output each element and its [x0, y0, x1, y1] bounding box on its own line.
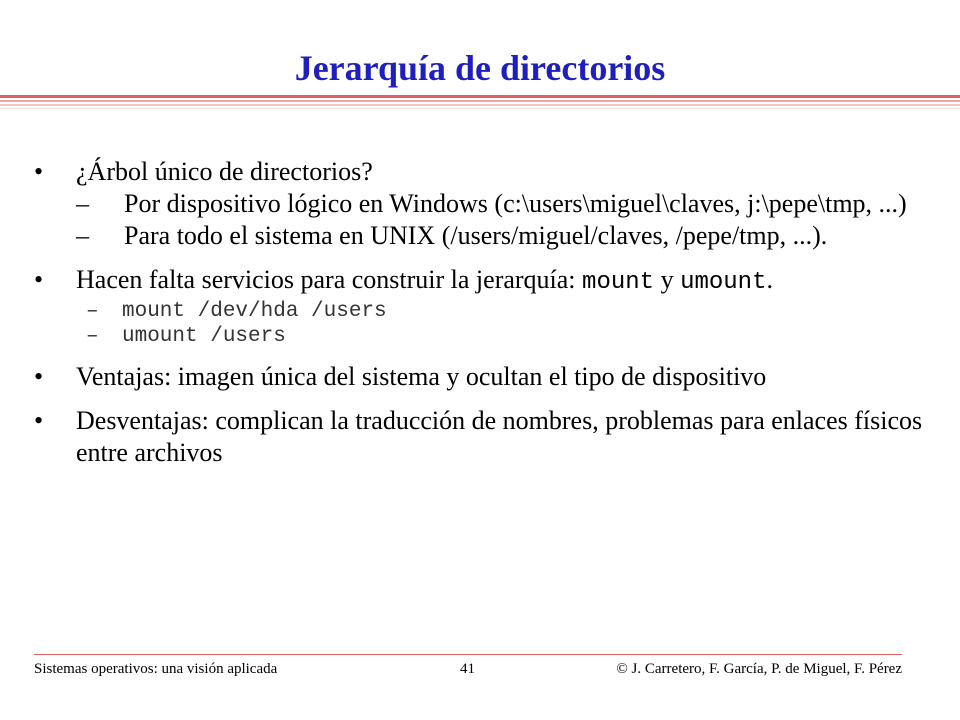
footer-book-title: Sistemas operativos: una visión aplicada: [34, 661, 278, 677]
title-underline: [0, 95, 960, 98]
bullet-text: Desventajas: complican la traducción de nombres, problemas para enlaces físicos entre archivos: [76, 406, 923, 467]
sub-bullet-item: [76, 188, 934, 220]
sub-bullet-text: Por dispositivo lógico en Windows (c:\users\miguel\claves, j:\pepe\tmp, ...): [124, 189, 907, 218]
slide-body: [34, 156, 934, 469]
code-mount: mount: [582, 269, 655, 296]
bullet-item: [34, 361, 934, 393]
bullet-text: Hacen falta servicios para construir la jerarquía:: [76, 265, 583, 294]
footer-authors: © J. Carretero, F. García, P. de Miguel, F. Pérez: [616, 661, 902, 677]
bullet-icon: •: [34, 157, 44, 186]
bullet-icon: •: [34, 265, 44, 294]
code-sub-item: [76, 299, 934, 324]
bullet-text: ¿Árbol único de directorios?: [76, 157, 373, 186]
code-sub-text: umount /users: [122, 325, 286, 348]
dash-icon: –: [86, 300, 99, 323]
sub-bullet-item: [76, 220, 934, 252]
bullet-text: Ventajas: imagen única del sistema y ocultan el tipo de dispositivo: [76, 362, 767, 391]
bullet-item: [34, 405, 934, 469]
bullet-item: [34, 156, 934, 188]
bullet-icon: •: [34, 406, 44, 435]
bullet-text: y: [654, 265, 681, 294]
bullet-item: [34, 264, 934, 299]
code-sub-text: mount /dev/hda /users: [122, 300, 387, 323]
code-umount: umount: [680, 269, 767, 296]
bullet-icon: •: [34, 362, 44, 391]
title-underline-shade: [0, 104, 960, 106]
code-sub-item: [76, 324, 934, 349]
dash-icon: –: [76, 189, 89, 218]
page-number: 41: [460, 661, 475, 677]
footer-divider: [34, 654, 902, 655]
sub-bullet-text: Para todo el sistema en UNIX (/users/miguel/claves, /pepe/tmp, ...).: [124, 221, 828, 250]
dash-icon: –: [76, 221, 89, 250]
title-underline-shade: [0, 108, 960, 109]
bullet-text: .: [766, 265, 773, 294]
slide-title: Jerarquía de directorios: [294, 48, 666, 88]
title-underline-shade: [0, 100, 960, 102]
dash-icon: –: [86, 325, 99, 348]
